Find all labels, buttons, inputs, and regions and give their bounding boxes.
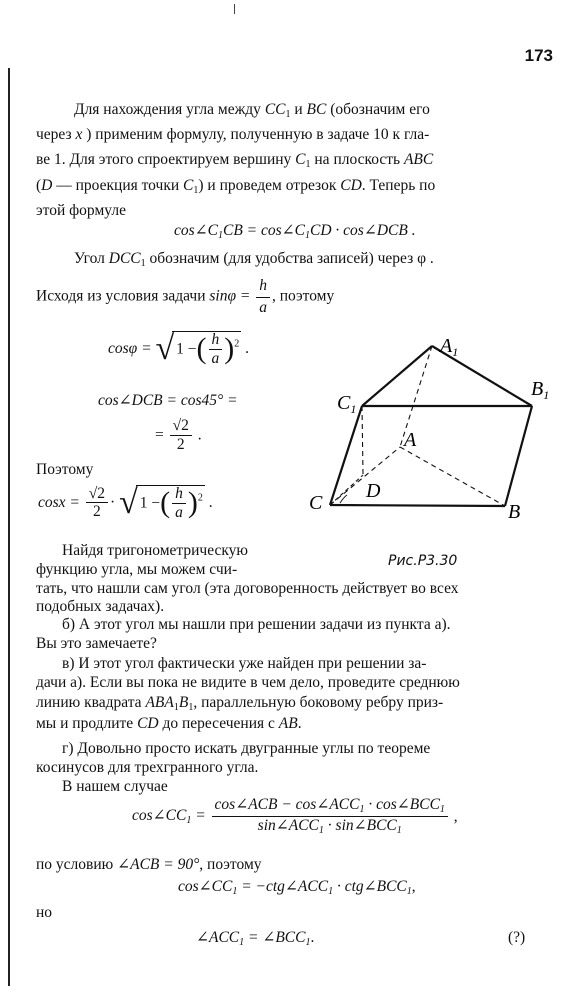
paragraph1-line1: Для нахождения угла между $CC_1$ и BC (обозначим его <box>74 101 430 120</box>
label-b: B <box>508 501 521 523</box>
label-c: C <box>309 492 323 514</box>
formula-cosphi: cosφ = √ 1 −( $\frac{h}{a}$ )$^2$ . <box>108 329 249 367</box>
formula-cc1: $\cos\angle CC_1$ = $\frac{\cos\angle ACB - \cos\angle ACC_1 \cdot \cos\angle BCC_1}{\sin\angle ACC_1 \cdot \sin\angle BCC_1}$ , <box>132 796 458 836</box>
label-a: A <box>404 429 417 451</box>
edge-c-b <box>330 505 505 506</box>
wrap-line1: Найдя тригонометрическую <box>62 542 249 559</box>
sqrt-icon: √ <box>155 329 175 367</box>
part-v-line2: дачи а). Если вы пока не видите в чем дело, проведите среднюю <box>36 674 460 691</box>
scan-mark <box>234 4 235 14</box>
label-a1: $A_1$ <box>440 335 459 359</box>
label-d: D <box>366 480 381 502</box>
part-g-line1: г) Довольно просто искать двугранные углы по теореме <box>62 740 431 757</box>
condition2-line: по условию ∠ACB = 90°, поэтому <box>36 856 262 873</box>
formula-dcb: cos∠DCB = cos45° = <box>98 392 238 409</box>
part-b-line2: Вы это замечаете? <box>36 635 157 652</box>
paragraph1-line4: (D — проекция точки $C_1$) и проведем отрезок CD. Теперь по <box>36 177 436 196</box>
therefore-text: Поэтому <box>36 461 94 478</box>
formula-cos-main: $\cos\angle C_1CB$ = $\cos\angle C_1CD$ · cos∠DCB . <box>174 222 416 241</box>
part-g-line2: косинусов для трехгранного угла. <box>36 759 259 776</box>
figure-caption: Рис.Р3.30 <box>388 553 458 569</box>
part-v-line3: линию квадрата $ABA_1B_1$, параллельную боковому ребру приз- <box>36 694 444 713</box>
formula-cosx: cosx = $\frac{√2}{2}$ · √ 1 −( $\frac{h}{a}$ )$^2$ . <box>38 483 213 521</box>
paragraph1-line2: через x ) применим формулу, полученную в задаче 10 к гла- <box>36 126 430 143</box>
formula-root2: = $\frac{√2}{2}$ . <box>155 417 202 453</box>
page-number: 173 <box>524 46 553 65</box>
angle-arc <box>340 495 347 503</box>
edge-c1-d <box>362 406 363 475</box>
edge-a-b <box>400 447 505 506</box>
label-c1: $C_1$ <box>337 392 357 416</box>
prism-figure <box>300 325 565 540</box>
margin-line <box>8 68 10 986</box>
angle-line: Угол $DCC_1$ обозначим (для удобства записей) через φ . <box>74 250 434 269</box>
part-v-line4: мы и продлите CD до пересечения с AB. <box>36 715 302 732</box>
edge-c1-a1 <box>362 346 432 406</box>
paragraph1-line5: этой формуле <box>36 202 126 219</box>
question-mark: (?) <box>508 929 526 946</box>
formula-ctg: $\cos\angle CC_1$ = $-ctg\angle ACC_1$ · $ctg\angle BCC_1$, <box>178 878 416 897</box>
but-text: но <box>36 904 53 921</box>
wrap-line4: подобных задачах). <box>36 598 165 615</box>
condition-line: Исходя из условия задачи sinφ = $\frac{h}{a}$ , поэтому <box>36 277 335 316</box>
wrap-line2: функцию угла, мы можем счи- <box>36 561 238 578</box>
part-g-line3: В нашем случае <box>62 778 168 795</box>
part-b-line1: б) А этот угол мы нашли при решении задачи из пункта а). <box>62 616 451 633</box>
sqrt-icon: √ <box>119 483 138 521</box>
formula-equal: $\angle ACC_1$ = $\angle BCC_1$. <box>196 929 315 948</box>
paragraph1-line3: ве 1. Для этого спроектируем вершину $C_1$ на плоскость ABC <box>36 151 434 170</box>
edge-b1-b <box>505 406 532 506</box>
part-v-line1: в) И этот угол фактически уже найден при решении за- <box>62 655 427 672</box>
wrap-line3: тать, что нашли сам угол (эта договоренность действует во всех <box>36 580 459 597</box>
label-b1: $B_1$ <box>531 378 550 402</box>
